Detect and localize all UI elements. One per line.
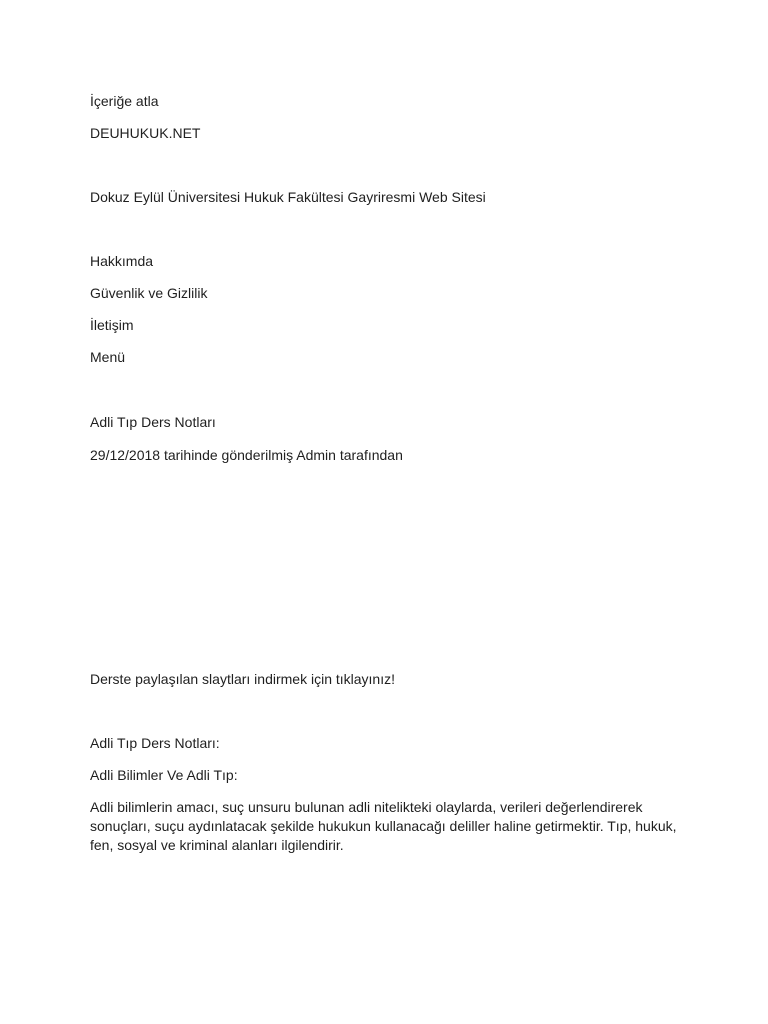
nav-item-about[interactable]: Hakkımda (90, 253, 154, 269)
body-paragraph: Adli bilimlerin amacı, suç unsuru bulunan adli nitelikteki olaylarda, verileri değerlendirerek sonuçları, suçu aydınlatacak şekilde hukukun kullanacağı deliller haline getirmektir. Tıp, hukuk, fen, sosyal ve kriminal alanları ilgilendirir. (90, 799, 677, 853)
site-description: Dokuz Eylül Üniversitesi Hukuk Fakültesi Gayriresmi Web Sitesi (90, 189, 486, 205)
nav-item-contact[interactable]: İletişim (90, 317, 134, 333)
post-meta: 29/12/2018 tarihinde gönderilmiş Admin tarafından (90, 447, 403, 463)
skip-to-content-link[interactable]: İçeriğe atla (90, 93, 159, 109)
post-title-link[interactable]: Adli Tıp Ders Notları (90, 414, 216, 430)
section-heading: Adli Tıp Ders Notları: (90, 735, 220, 751)
download-slides-link[interactable]: Derste paylaşılan slaytları indirmek için tıklayınız! (90, 671, 395, 687)
menu-toggle-button[interactable]: Menü (90, 349, 126, 365)
site-title-link[interactable]: DEUHUKUK.NET (90, 125, 201, 141)
nav-item-security-privacy[interactable]: Güvenlik ve Gizlilik (90, 285, 208, 301)
subheading: Adli Bilimler Ve Adli Tıp: (90, 767, 238, 783)
